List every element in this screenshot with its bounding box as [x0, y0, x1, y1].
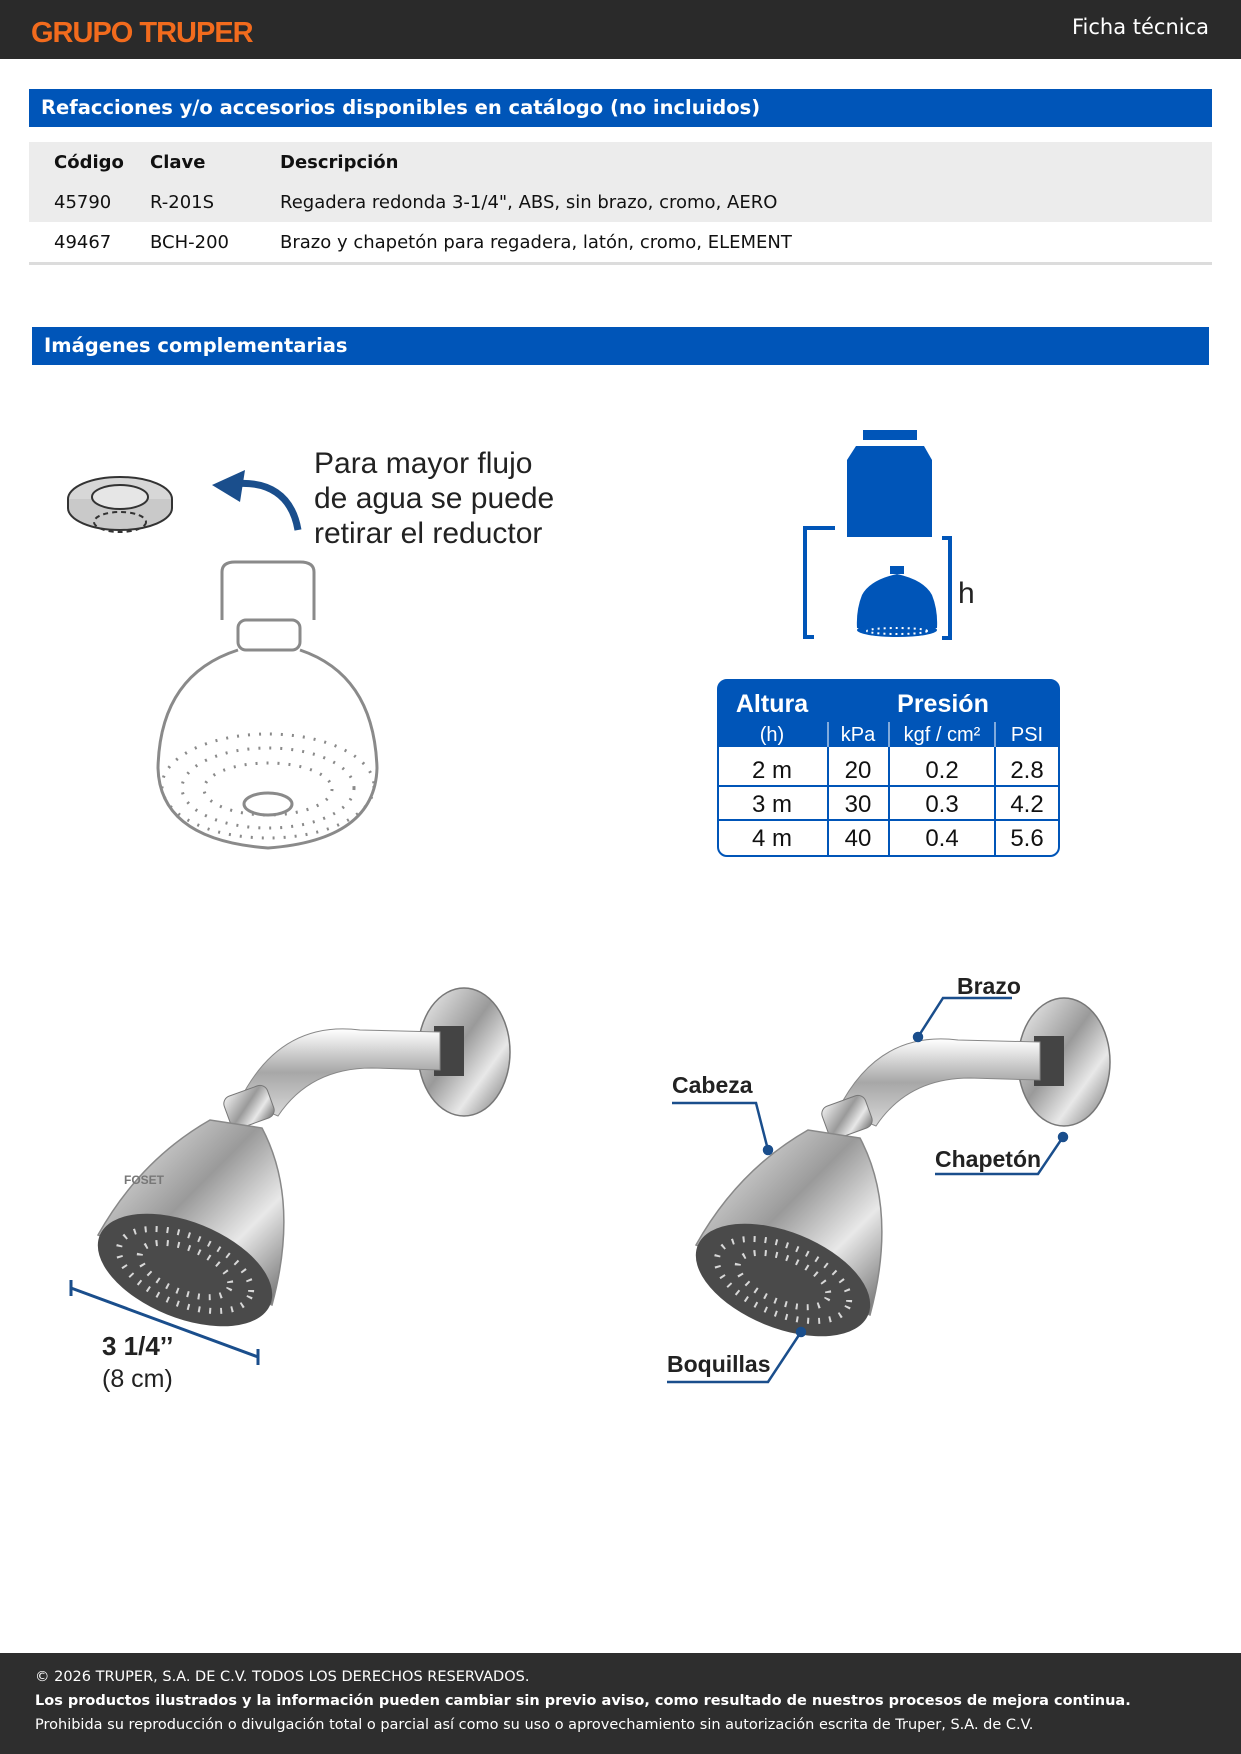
footer — [0, 1653, 1241, 1754]
part-label-cabeza: Cabeza — [672, 1072, 753, 1098]
document-type-title: Ficha técnica — [1071, 15, 1209, 39]
kpa-cell: 20 — [844, 757, 872, 784]
height-diagram-icon — [805, 430, 950, 638]
kpa-cell: 40 — [844, 825, 872, 852]
part-label-chapeton: Chapetón — [935, 1146, 1042, 1172]
psi-cell: 5.6 — [1010, 825, 1044, 852]
psi-cell: 4.2 — [1010, 791, 1044, 818]
chrome-shower-icon — [82, 988, 510, 1349]
kpa-header: kPa — [840, 724, 876, 746]
brand-logo: GRUPO TRUPER — [31, 17, 253, 49]
kgf-header: kgf / cm² — [903, 724, 981, 746]
complementary-images — [0, 400, 1241, 1400]
images-section-title: Imágenes complementarias — [32, 327, 1209, 365]
reducer-note-line: retirar el reductor — [314, 517, 543, 550]
footer-legal: Prohibida su reproducción o divulgación total o parcial así como su uso o aprovechamiento sin autorización escrita de Truper, S.A. de C.V. — [35, 1717, 1034, 1733]
height-label: h — [958, 577, 975, 610]
cell-code: 45790 — [29, 182, 150, 222]
arrow-head-icon — [212, 470, 245, 502]
altura-header: Altura — [735, 690, 809, 718]
column-header-key: Clave — [150, 142, 280, 182]
table-header-row — [29, 142, 1212, 182]
footer-copyright: © 2026 TRUPER, S.A. DE C.V. TODOS LOS DERECHOS RESERVADOS. — [35, 1669, 530, 1685]
top-bar — [0, 0, 1241, 59]
kgf-cell: 0.2 — [925, 757, 959, 784]
cell-code: 49467 — [29, 222, 150, 264]
height-cell: 3 m — [751, 791, 793, 818]
cell-key: R-201S — [150, 182, 280, 222]
size-cm: (8 cm) — [102, 1365, 173, 1393]
shower-head-outline-icon — [158, 562, 377, 848]
h-unit-header: (h) — [759, 724, 785, 746]
table-row — [29, 222, 1212, 264]
footer-notice: Los productos ilustrados y la información pueden cambiar sin previo aviso, como resultado de nuestros procesos de mejora continua. — [35, 1693, 1131, 1709]
height-cell: 2 m — [751, 757, 793, 784]
height-cell: 4 m — [751, 825, 793, 852]
column-header-code: Código — [29, 142, 150, 182]
cell-description: Regadera redonda 3-1/4", ABS, sin brazo, cromo, AERO — [280, 182, 1212, 222]
pressure-table — [718, 680, 1059, 856]
reducer-note-line: de agua se puede — [314, 482, 555, 515]
reducer-icon — [68, 477, 172, 532]
column-header-description: Descripción — [280, 142, 1212, 182]
brand-mark: FOSET — [124, 1173, 165, 1187]
curved-arrow-icon — [232, 483, 298, 530]
psi-cell: 2.8 — [1010, 757, 1044, 784]
presion-header: Presión — [897, 690, 989, 718]
kpa-cell: 30 — [844, 791, 872, 818]
size-inches: 3 1/4’’ — [102, 1331, 174, 1361]
accessories-section-title: Refacciones y/o accesorios disponibles en catálogo (no incluidos) — [29, 89, 1212, 127]
kgf-cell: 0.4 — [925, 825, 959, 852]
table-row — [29, 182, 1212, 222]
cell-key: BCH-200 — [150, 222, 280, 264]
accessories-table — [29, 142, 1212, 265]
psi-header: PSI — [1010, 724, 1044, 746]
cell-description: Brazo y chapetón para regadera, latón, cromo, ELEMENT — [280, 222, 1212, 264]
part-label-brazo: Brazo — [957, 973, 1021, 999]
kgf-cell: 0.3 — [925, 791, 959, 818]
reducer-note-line: Para mayor flujo — [314, 447, 533, 480]
part-label-boquillas: Boquillas — [667, 1351, 771, 1377]
chrome-shower-parts-icon — [680, 998, 1110, 1359]
